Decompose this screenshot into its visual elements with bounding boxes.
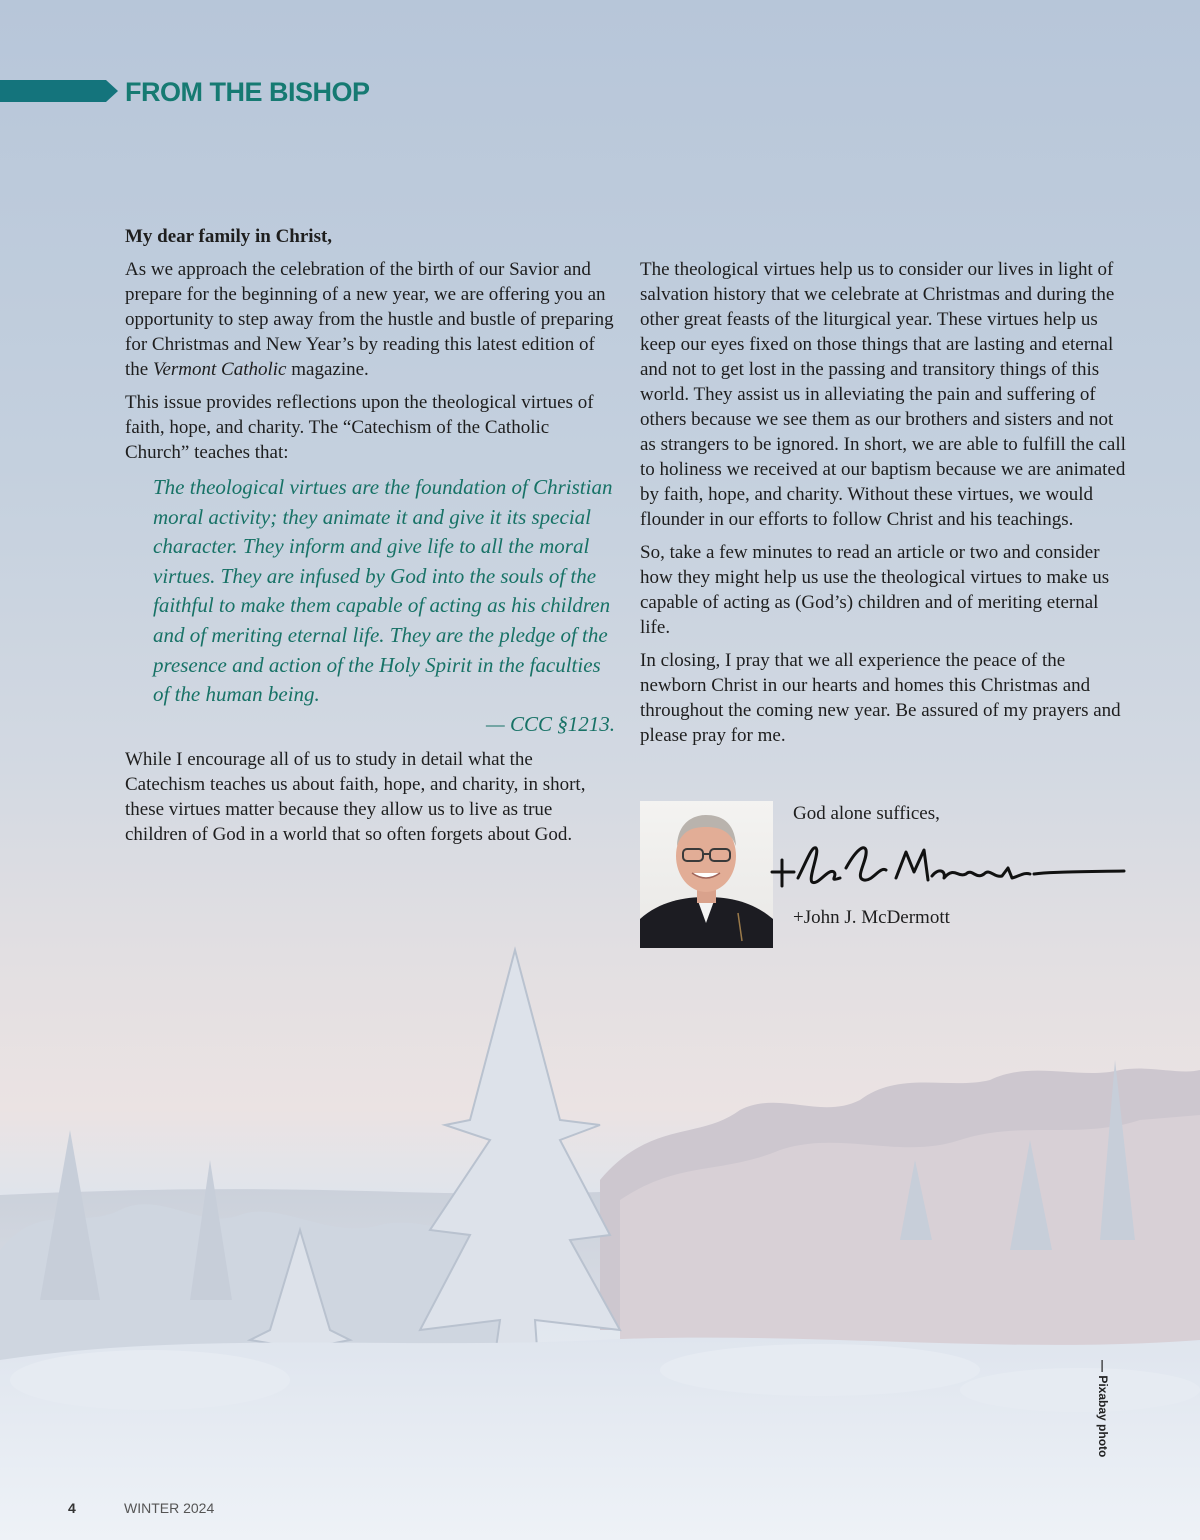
paragraph-closing: In closing, I pray that we all experience the peace of the newborn Christ in our hearts and homes this Christmas and throughout the coming new year. Be assured of my prayers and please pray for me.	[640, 650, 1121, 746]
catechism-quote: The theological virtues are the foundation of Christian moral activity; they animate it and give it its special character. They inform and give life to all the moral virtues. They are infused by God into the souls of the faithful to make them capable of acting as his children and of meriting eternal life. They are the pledge of the presence and action of the Holy Spirit in the faculties of the human being.	[153, 475, 613, 707]
paragraph-read: So, take a few minutes to read an article or two and consider how they might help us use the theological virtues to make us capable of acting as (God’s) children and of meriting eternal life.	[640, 542, 1110, 638]
section-marker	[0, 80, 118, 102]
closing-line: God alone suffices,	[793, 803, 940, 824]
bishop-portrait	[640, 801, 773, 948]
letter-right-column	[640, 257, 1130, 756]
signer-name: +John J. McDermott	[793, 907, 950, 928]
section-title: FROM THE BISHOP	[125, 77, 370, 107]
paragraph-encourage: While I encourage all of us to study in detail what the Catechism teaches us about faith, hope, and charity, in short, these virtues matter because they allow us to live as true children of God in a world that so often forgets about God.	[125, 748, 586, 845]
paragraph-virtues: The theological virtues help us to consider our lives in light of salvation history that we celebrate at Christmas and during the other great feasts of the liturgical year. These virtues help us keep our eyes fixed on those things that are lasting and eternal and not to get lost in the passing and transitory things of this world. They assist us in alleviating the pain and suffering of others because we see them as our brothers and sisters and not as strangers to be ignored. In short, we are able to fulfill the call to holiness we received at our baptism because we are animated by faith, hope, and charity. Without these virtues, we would flounder in our efforts to follow Christ and his teachings.	[640, 259, 1126, 530]
paragraph-intro-end: magazine.	[286, 359, 369, 380]
bishop-signature	[768, 838, 1128, 892]
photo-credit: — Pixabay photo	[1096, 1360, 1110, 1458]
magazine-title: Vermont Catholic	[152, 359, 287, 380]
salutation: My dear family in Christ,	[125, 226, 333, 247]
paragraph-intro-text: As we approach the celebration of the birth of our Savior and prepare for the beginning of a new year, we are offering you an opportunity to step away from the hustle and bustle of preparing for Christmas and New Year’s by reading this latest edition of the	[125, 259, 614, 380]
quote-citation: — CCC §1213.	[486, 711, 615, 736]
letter-left-column	[125, 224, 615, 855]
paragraph-issue: This issue provides reflections upon the theological virtues of faith, hope, and charity. The “Catechism of the Catholic Church” teaches that:	[125, 392, 594, 463]
issue-label: WINTER 2024	[124, 1500, 215, 1516]
paragraph-intro	[125, 257, 615, 382]
page-number: 4	[68, 1500, 76, 1516]
